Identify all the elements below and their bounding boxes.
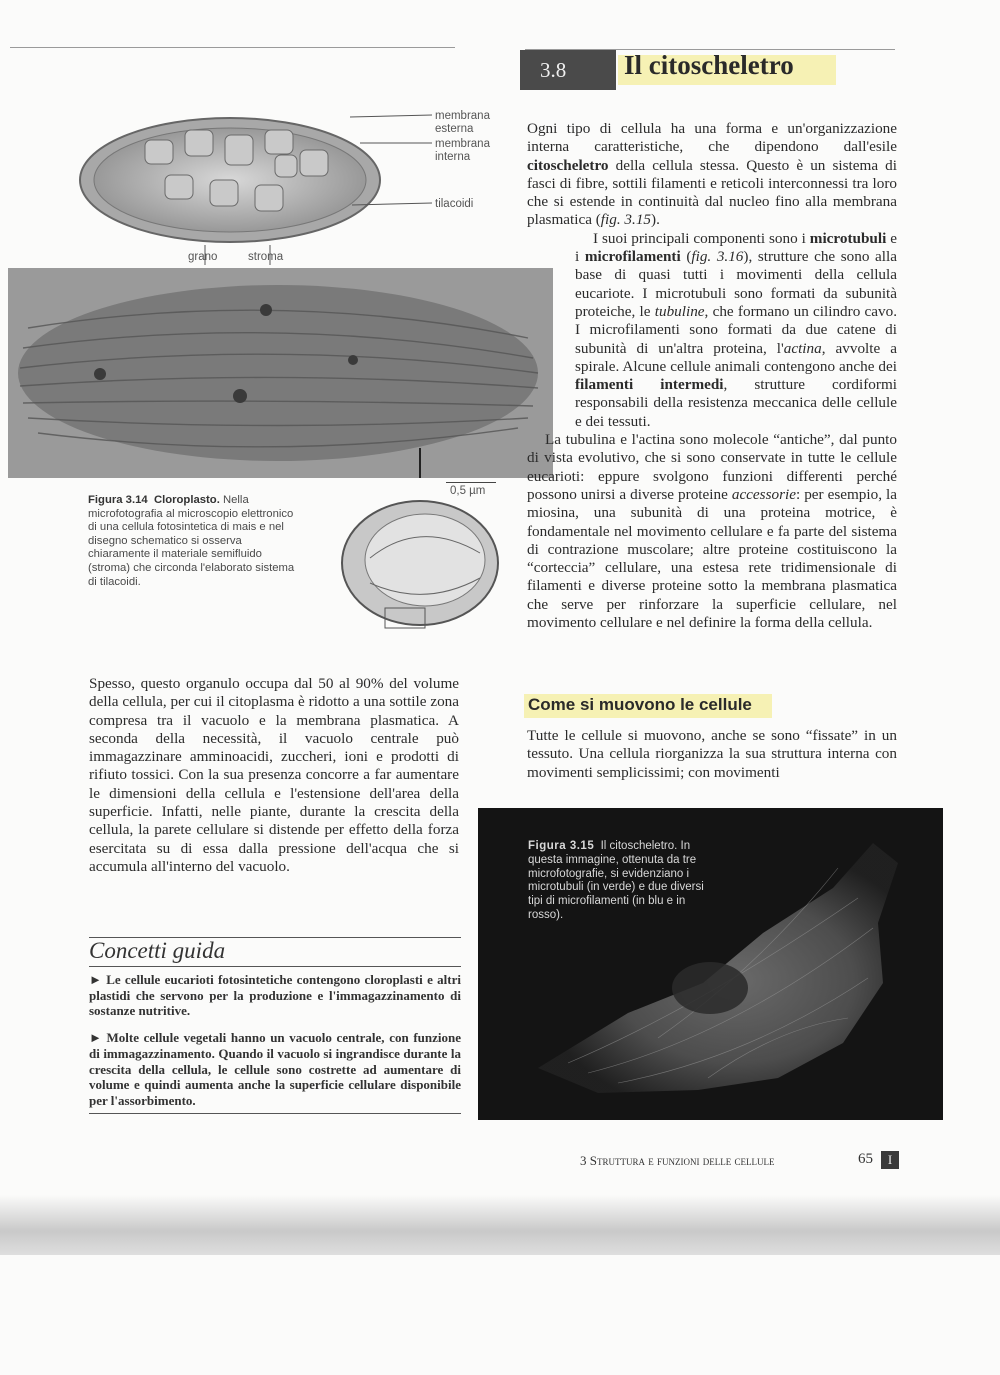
concetti-title: Concetti guida bbox=[89, 938, 226, 963]
section-number-box bbox=[520, 50, 616, 90]
p2-text-g: ), strutture che sono alla base di quasi tutti i movimenti della cellula eucariote. I microtubuli sono formati da subunità proteiche, le bbox=[575, 248, 897, 320]
label-stroma: stroma bbox=[248, 251, 284, 263]
fig-3-15-reference: fig. 3.15 bbox=[600, 211, 652, 229]
paragraph-3 bbox=[527, 431, 897, 632]
page-number: 65 bbox=[858, 1151, 873, 1167]
scan-edge-shadow bbox=[0, 1195, 1000, 1255]
p1-text-a: Ogni tipo di cellula ha una forma e un'organizzazione interna caratteristiche, che dipendono dall'esile bbox=[527, 120, 897, 156]
fig-3-16-reference: fig. 3.16 bbox=[691, 248, 744, 266]
paragraph-4: Tutte le cellule si muovono, anche se sono “fissate” in un tessuto. Una cellula riorganizza la sua struttura interna con movimenti semplicissimi; con movimenti bbox=[527, 727, 897, 781]
concetti-bullet-2 bbox=[89, 1030, 461, 1109]
concetti-bullet-2-text: Molte cellule vegetali hanno un vacuolo centrale, con funzione di immagazzinamento. Quando il vacuolo si ingrandisce durante la crescita della cellula, le cellule sono costrette ad aumentare di volume e quindi aumenta anche la superficie cellulare disponibile per l'assorbimento. bbox=[89, 1030, 461, 1109]
p2-text-m: , strutture cordiformi responsabili della resistenza meccanica delle cellule e dei tessuti. bbox=[575, 376, 897, 430]
paragraph-1 bbox=[527, 120, 897, 230]
concetti-bottom-rule bbox=[89, 1113, 461, 1114]
term-filamenti-intermedi: filamenti intermedi bbox=[575, 376, 724, 394]
p1-text-c: della cellula stessa. Questo è un sistema di fasci di fibre, sottili filamenti e reticoli interconnessi tra loro che si estende in continuità dal nucleo fino alla membrana plasmatica ( bbox=[527, 156, 897, 229]
figure-3-14-caption-title: Figura 3.14 bbox=[88, 494, 148, 506]
figure-3-15-caption-title: Figura 3.15 bbox=[528, 840, 595, 852]
term-accessorie: accessorie bbox=[731, 485, 796, 503]
scale-bar-line bbox=[446, 482, 496, 483]
p1-text-e: ). bbox=[651, 211, 660, 229]
section-number: 3.8 bbox=[540, 58, 567, 82]
concetti-bullet-1-text: Le cellule eucarioti fotosintetiche contengono cloroplasti e altri plastidi che servono per la produzione e l'immagazzinamento di sostanze nutritive. bbox=[89, 972, 461, 1019]
label-membrana-interna: membrana interna bbox=[435, 138, 490, 163]
label-grano: grano bbox=[188, 251, 218, 263]
scale-bar-label: 0,5 µm bbox=[450, 485, 486, 497]
p2-text-a: I suoi principali componenti sono i bbox=[593, 229, 810, 247]
term-microfilamenti: microfilamenti bbox=[584, 248, 681, 266]
chloroplast-micrograph bbox=[8, 268, 553, 478]
p2-text-k: , avvolte a spirale. Alcune cellule animali contengono anche dei bbox=[575, 339, 897, 375]
figure-3-14-caption-subject: Cloroplasto. bbox=[153, 494, 220, 506]
page-tab-marker-label: I bbox=[887, 1152, 893, 1167]
section-title: Il citoscheletro bbox=[624, 50, 794, 80]
right-column-text bbox=[527, 120, 897, 632]
page-tab-marker bbox=[881, 1151, 899, 1169]
figure-3-15-image bbox=[478, 808, 943, 1120]
p3-text-a: La tubulina e l'actina sono molecole “antiche”, dal punto di vista evolutivo, che si sono conservate in tutte le cellule eucarioti: eppure svolgono funzioni differenti perché possono unirsi a diverse proteine bbox=[527, 431, 897, 503]
term-tubuline: tubuline bbox=[654, 302, 705, 320]
concetti-bullet-1 bbox=[89, 972, 461, 1019]
chloroplast-3d-drawing bbox=[330, 488, 510, 638]
label-tilacoidi: tilacoidi bbox=[435, 198, 474, 210]
term-actina: actina bbox=[783, 339, 822, 357]
subheading: Come si muovono le cellule bbox=[528, 695, 752, 714]
paragraph-2 bbox=[527, 230, 897, 431]
left-body-paragraph: Spesso, questo organulo occupa dal 50 al 90% del volume della cellula, per cui il citoplasma è ridotto a una sottile zona compresa tra il vacuolo e la membrana plasmatica. A seconda della necessità, il vacuolo centrale può immagazzinare amminoacidi, zuccheri, ioni e prodotti di rifiuto tossici. Con la sua presenza concorre a far aumentare le dimensioni della cellula e l'estensione dell'area della superficie. Infatti, nelle piante, durante la crescita della cellula, la parete cellulare si distende per effetto della forza esercitata su di essa dalla pressione dell'acqua che si accumula all'interno del vacuolo. bbox=[89, 675, 459, 875]
figure-3-15-caption-text: In questa immagine, ottenuta da tre microfotografie, si evidenziano i microtubuli (in verde) e due diversi tipi di microfilamenti (in blu e in rosso). bbox=[528, 840, 704, 921]
chloroplast-diagram bbox=[60, 95, 500, 275]
p2-text-i: , che formano un cilindro cavo. I microfilamenti sono formati da due catene di subunità di un'altra proteina, l' bbox=[575, 302, 898, 357]
figure-3-15-caption-subject: Il citoscheletro. bbox=[600, 840, 678, 852]
p2-text-e: ( bbox=[680, 248, 692, 266]
concetti-underline bbox=[89, 966, 461, 967]
term-microtubuli: microtubuli bbox=[809, 229, 887, 247]
figure-3-14-caption-text: Nella microfotografia al microscopio elettronico di una cellula fotosintetica di mais e nel disegno schematico si osserva chiaramente il materiale semifluido (stroma) che circonda l'elaborato sistema di tilacoidi. bbox=[88, 494, 295, 588]
p2-text-c: e i bbox=[575, 229, 897, 266]
label-membrana-esterna: membrana esterna bbox=[435, 110, 490, 135]
term-citoscheletro: citoscheletro bbox=[527, 156, 609, 174]
bullet-arrow-icon: ► bbox=[89, 1030, 102, 1045]
figure-3-14-caption bbox=[88, 494, 300, 589]
top-rule-left bbox=[10, 47, 455, 48]
bullet-arrow-icon: ► bbox=[89, 972, 102, 987]
figure-3-15-caption bbox=[528, 840, 718, 923]
running-head: 3 Struttura e funzioni delle cellule bbox=[580, 1153, 775, 1168]
p3-text-c: : per esempio, la miosina, una subunità di una proteina motrice, è fondamentale nel movimento cellulare e fa parte del sistema di contrazione muscolare; altre proteine costituiscono la “corteccia” cellulare, una estesa rete tridimensionale di filamenti e diverse proteine sotto la membrana plasmatica che serve per rinforzare la superficie cellulare, nel movimento cellulare e nel definire la forma della cellula. bbox=[527, 485, 897, 632]
